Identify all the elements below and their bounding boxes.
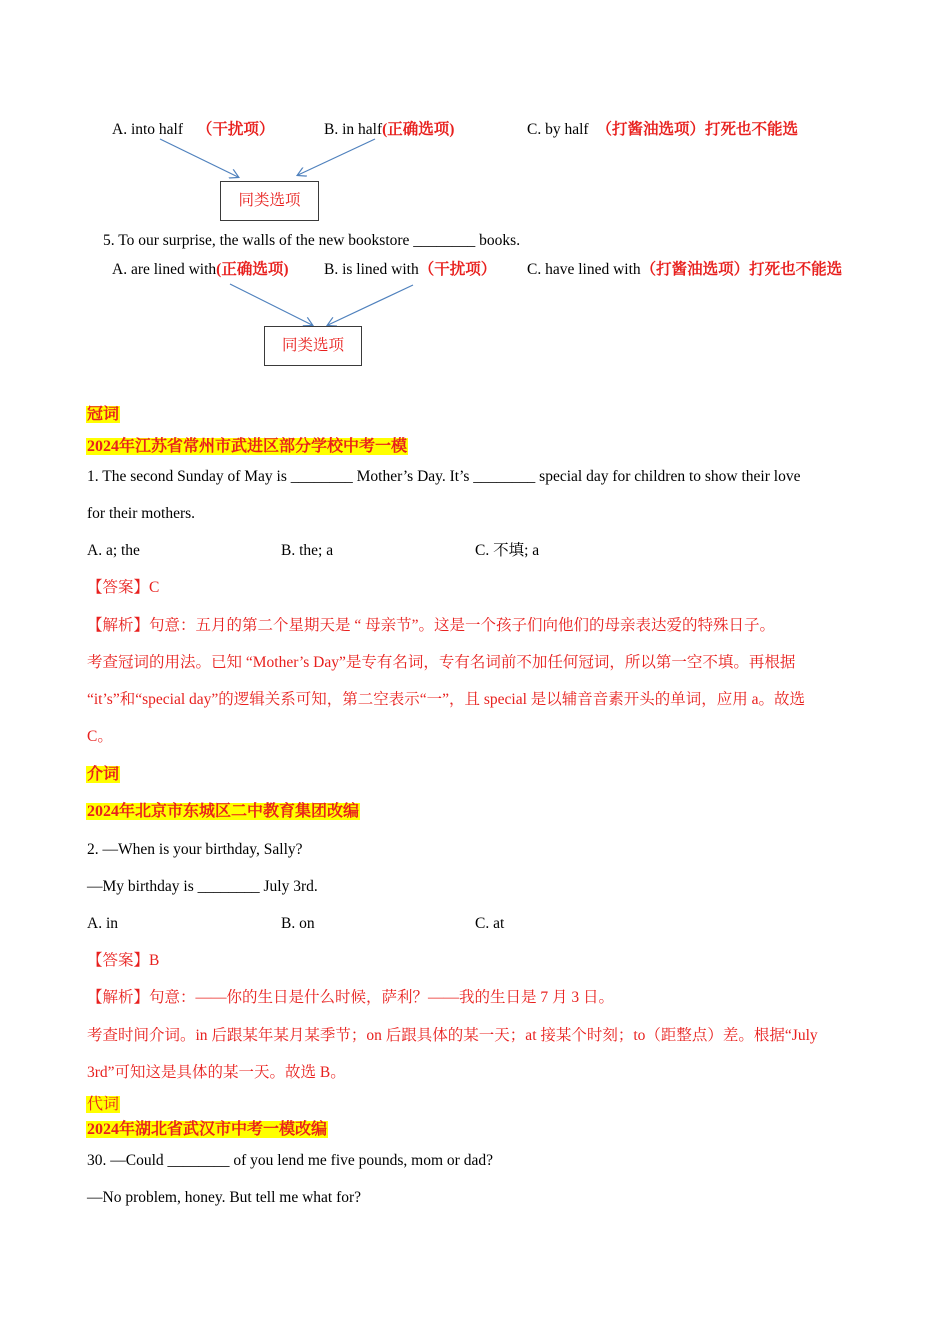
article-question-line2: for their mothers.	[87, 505, 196, 522]
q5-option-b-text: B. is lined with	[324, 261, 419, 278]
section-heading-preposition-text: 介词	[87, 766, 120, 783]
q5-option-a-text: A. are lined with	[112, 261, 217, 278]
source-article-text: 2024年江苏省常州市武进区部分学校中考一模	[87, 438, 408, 455]
q4-option-a	[112, 120, 274, 140]
q4-option-a-tag: （干扰项）	[196, 121, 275, 138]
arrow-a-to-box1	[160, 139, 238, 177]
q4-option-c-text: C. by half	[527, 121, 589, 138]
source-preposition	[86, 802, 360, 822]
q5-option-c-tag: （打酱油选项）打死也不能选	[640, 261, 843, 278]
preposition-analysis-line1: 【解析】句意：——你的生日是什么时候，萨利？——我的生日是 7 月 3 日。	[87, 989, 615, 1006]
source-pronoun	[86, 1120, 328, 1140]
preposition-option-c: C. at	[475, 915, 505, 932]
article-answer: 【答案】C	[87, 579, 160, 596]
q5-option-c	[527, 260, 842, 280]
article-analysis-line4: C。	[87, 728, 113, 745]
article-analysis-line1: 【解析】句意：五月的第二个星期天是 “ 母亲节”。这是一个孩子们向他们的母亲表达爱的特殊日子。	[87, 617, 776, 634]
q4-option-b-tag: (正确选项)	[382, 121, 455, 138]
preposition-option-a: A. in	[87, 915, 118, 932]
source-pronoun-text: 2024年湖北省武汉市中考一模改编	[87, 1121, 328, 1138]
q5-question: 5. To our surprise, the walls of the new bookstore ________ books.	[103, 232, 521, 249]
article-question-line1: 1. The second Sunday of May is ________ Mother’s Day. It’s ________ special day for children to show their love	[87, 468, 801, 485]
source-article	[86, 437, 408, 457]
article-option-b: B. the; a	[281, 542, 334, 559]
similar-options-box-2: 同类选项	[264, 326, 362, 366]
q4-option-c-tag: （打酱油选项）打死也不能选	[596, 121, 798, 138]
arrow-b-to-box1	[298, 139, 375, 175]
similar-options-box-1: 同类选项	[220, 181, 319, 221]
pronoun-question-line1: 30. —Could ________ of you lend me five pounds, mom or dad?	[87, 1152, 493, 1169]
q4-option-c	[527, 120, 798, 140]
preposition-analysis-line2: 考查时间介词。in 后跟某年某月某季节；on 后跟具体的某一天；at 接某个时刻；to（距整点）差。根据“July	[87, 1027, 818, 1044]
pronoun-question-line2: —No problem, honey. But tell me what for?	[87, 1189, 362, 1206]
q5-option-b-tag: （干扰项）	[418, 261, 497, 278]
article-option-c: C. 不填; a	[475, 542, 540, 559]
q5-option-c-text: C. have lined with	[527, 261, 641, 278]
preposition-question-line2: —My birthday is ________ July 3rd.	[87, 878, 318, 895]
source-preposition-text: 2024年北京市东城区二中教育集团改编	[87, 803, 360, 820]
section-heading-pronoun	[86, 1095, 120, 1115]
arrow-a-to-box2	[230, 284, 312, 325]
q4-option-b	[324, 120, 454, 140]
q4-option-a-text: A. into half	[112, 121, 184, 138]
q5-option-a	[112, 260, 289, 280]
arrow-b-to-box2	[328, 285, 413, 325]
preposition-question-line1: 2. —When is your birthday, Sally?	[87, 841, 303, 858]
section-heading-preposition	[86, 765, 120, 785]
q5-option-b	[324, 260, 496, 280]
preposition-option-b: B. on	[281, 915, 315, 932]
article-analysis-line3: “it’s”和“special day”的逻辑关系可知，第二空表示“一”，且 special 是以辅音音素开头的单词，应用 a。故选	[87, 691, 806, 708]
section-heading-article	[86, 405, 120, 425]
section-heading-pronoun-text: 代词	[87, 1096, 120, 1113]
article-analysis-line2: 考查冠词的用法。已知 “Mother’s Day”是专有名词，专有名词前不加任何冠词，所以第一空不填。再根据	[87, 654, 796, 671]
section-heading-article-text: 冠词	[87, 406, 120, 423]
q5-option-a-tag: (正确选项)	[216, 261, 289, 278]
article-option-a: A. a; the	[87, 542, 140, 559]
q4-option-b-text: B. in half	[324, 121, 383, 138]
preposition-analysis-line3: 3rd”可知这是具体的某一天。故选 B。	[87, 1064, 346, 1081]
preposition-answer: 【答案】B	[87, 952, 160, 969]
